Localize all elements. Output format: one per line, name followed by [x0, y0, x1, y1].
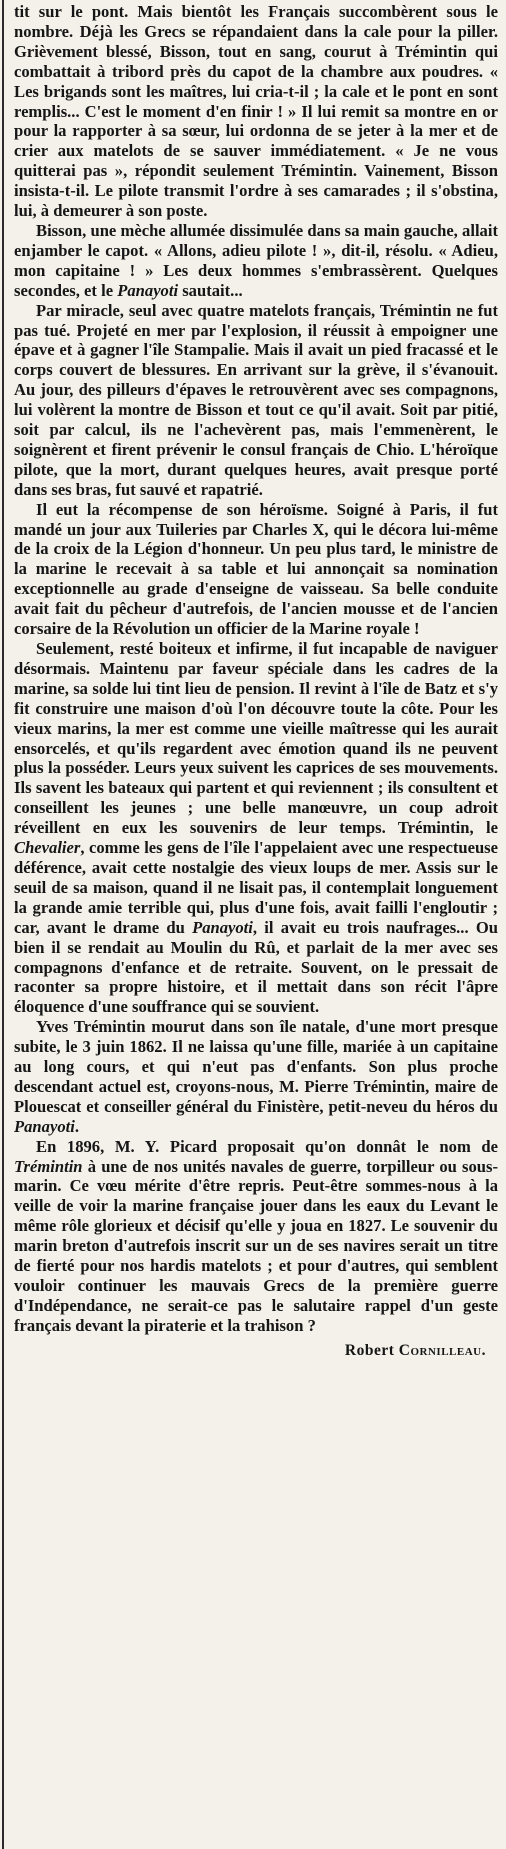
- article-body: [14, 2, 498, 1336]
- paragraph-text: sautait...: [178, 280, 243, 300]
- article-paragraph: [14, 500, 498, 639]
- article-paragraph: [14, 221, 498, 301]
- paragraph-text: , il avait eu trois naufrages... Ou bien il se rendait au Moulin du Rû, et parlait de la mer avec ses compagnons d'enfance et de retraite. Souvent, on le pressait de raconter sa propre histoire, et il mettait dans son récit l'âpre éloquence d'une souffrance qui se souvient.: [14, 917, 498, 1017]
- paragraph-text: Bisson, une mèche allumée dissimulée dans sa main gauche, allait enjamber le capot. « Allons, adieu pilote ! », dit-il, résolu. « Adieu, mon capitaine ! » Les deux hommes s'embrassèrent. Quelques secondes, et le: [14, 220, 498, 300]
- italic-text: Trémintin: [14, 1156, 83, 1176]
- paragraph-text: tit sur le pont. Mais bientôt les Français succombèrent sous le nombre. Déjà les Grecs se répandaient dans la cale pour la piller. Grièvement blessé, Bisson, tout en sang, courut à Trémintin qui combattait à tribord près du capot de la chambre aux poudres. « Les brigands sont les maîtres, lui cria-t-il ; la cale et le pont en sont remplis... C'est le moment d'en finir ! » Il lui remit sa montre en or pour la rapporter à sa sœur, lui ordonna de se jeter à la mer et de crier aux matelots de se sauver immédiatement. « Je ne vous quitterai pas », répondit seulement Trémintin. Vainement, Bisson insista-t-il. Le pilote transmit l'ordre à ses camarades ; il s'obstina, lui, à demeurer à son poste.: [14, 2, 498, 221]
- paragraph-text: Yves Trémintin mourut dans son île natale, d'une mort presque subite, le 3 juin 1862. Il ne laissa qu'une fille, mariée à un capitaine au long cours, et qui n'eut pas d'enfants. Son plus proche descendant actuel est, croyons-nous, M. Pierre Trémintin, maire de Plouescat et conseiller général du Finistère, petit-neveu du héros du: [14, 1017, 498, 1116]
- italic-text: Panayoti: [192, 917, 253, 937]
- author-signature: [14, 1342, 486, 1360]
- article-paragraph: [14, 639, 498, 1017]
- article-paragraph: [14, 1137, 498, 1336]
- signature-first-name: Robert: [344, 1341, 395, 1359]
- paragraph-text: Il eut la récompense de son héroïsme. Soigné à Paris, il fut mandé un jour aux Tuileries par Charles X, qui le décora lui-même de la croix de la Légion d'honneur. Un peu plus tard, le ministre de la marine le recevait à sa table et lui annonçait sa nomination exceptionnelle au grade d'enseigne de vaisseau. Sa belle conduite avait fait du pêcheur d'autrefois, de l'ancien mousse et de l'ancien corsaire de la Révolution un officier de la Marine royale !: [14, 499, 498, 639]
- italic-text: Panayoti: [14, 1116, 75, 1136]
- paragraph-text: En 1896, M. Y. Picard proposait qu'on donnât le nom de: [36, 1136, 498, 1156]
- paragraph-text: à une de nos unités navales de guerre, torpilleur ou sous-marin. Ce vœu mérite d'être repris. Peut-être sommes-nous à la veille de voir la marine française jouer dans les eaux du Levant le même rôle glorieux et décisif qu'elle y joua en 1827. Le souvenir du marin breton d'autrefois inscrit sur un de ses navires serait un titre de fierté pour nos hardis matelots ; et pour d'autres, qui semblent vouloir continuer les mauvais Grecs de la première guerre d'Indépendance, ne serait-ce pas le salutaire rappel d'un geste français devant la piraterie et la trahison ?: [14, 1156, 498, 1335]
- italic-text: Chevalier: [14, 838, 81, 858]
- paragraph-text: .: [74, 1116, 79, 1136]
- article-paragraph: [14, 301, 498, 500]
- signature-last-name: Cornilleau.: [398, 1341, 486, 1359]
- article-paragraph: [14, 2, 498, 221]
- paragraph-text: Seulement, resté boiteux et infirme, il fut incapable de naviguer désormais. Maintenu par faveur spéciale dans les cadres de la marine, sa solde lui tint lieu de pension. Il revint à l'île de Batz et s'y fit construire une maison d'où l'on découvre toute la côte. Pour les vieux marins, la mer est comme une vieille maîtresse qui les aurait ensorcelés, et qu'ils regardent avec émotion quand ils ne peuvent plus la posséder. Leurs yeux suivent les caprices de ses mouvements. Ils savent les bateaux qui partent et qui reviennent ; ils consultent et conseillent les jeunes ; une belle manœuvre, un coup adroit réveillent en eux les souvenirs de leur temps. Trémintin, le: [14, 639, 498, 838]
- italic-text: Panayoti: [117, 280, 179, 300]
- paragraph-text: Par miracle, seul avec quatre matelots français, Trémintin ne fut pas tué. Projeté en mer par l'explosion, il réussit à empoigner une épave et à gagner l'île Stampalie. Mais il avait un pied fracassé et le corps couvert de blessures. En arrivant sur la grève, il s'évanouit. Au jour, des pilleurs d'épaves le retrouvèrent avec ses compagnons, lui volèrent la montre de Bisson et tout ce qu'il avait. Soit par pitié, soit par calcul, ils ne l'achevèrent pas, mais l'emmenèrent, le soignèrent et firent prévenir le consul français de Chio. L'héroïque pilote, que la mort, durant quelques heures, avait presque porté dans ses bras, fut sauvé et rapatrié.: [14, 300, 498, 499]
- article-paragraph: [14, 1017, 498, 1136]
- column-rule: [2, 0, 4, 1849]
- paragraph-text: , comme les gens de l'île l'appelaient avec une respectueuse déférence, avait cette nostalgie des vieux loups de mer. Assis sur le seuil de sa maison, quand il ne lisait pas, il contemplait longuement la grande amie terrible qui, plus d'une fois, avait failli l'engloutir ; car, avant le drame du: [14, 838, 498, 937]
